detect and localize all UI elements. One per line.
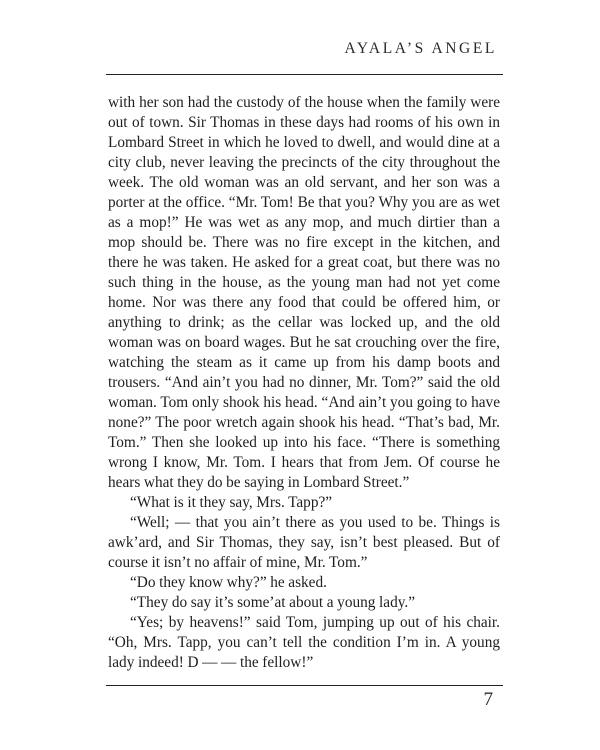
body-text bbox=[108, 93, 500, 673]
body-paragraph: with her son had the custody of the house when the family were out of town. Sir Thomas in these days had rooms of his own in Lombard Street in which he loved to dwell, and would dine at a city club, never leaving the precincts of the city throughout the week. The old woman was an old servant, and her son was a porter at the office. “Mr. Tom! Be that you? Why you are as wet as a mop!” He was wet as any mop, and much dirtier than a mop should be. There was no fire except in the kitchen, and there he was taken. He asked for a great coat, but there was no such thing in the house, as the young man had not yet come home. Nor was there any food that could be offered him, or anything to drink; as the cellar was locked up, and the old woman was on board wages. But he sat crouching over the fire, watching the steam as it came up from his damp boots and trousers. “And ain’t you had no dinner, Mr. Tom?” said the old woman. Tom only shook his head. “And ain’t you going to have none?” The poor wretch again shook his head. “That’s bad, Mr. Tom.” Then she looked up into his face. “There is something wrong I know, Mr. Tom. I hears that from Jem. Of course he hears what they do be saying in Lombard Street.” bbox=[108, 94, 500, 491]
body-paragraph: “Do they know why?” he asked. bbox=[130, 574, 327, 591]
body-paragraph: “Yes; by heavens!” said Tom, jumping up out of his chair. “Oh, Mrs. Tapp, you can’t tell the condition I’m in. A young lady indeed! D — — the fellow!” bbox=[108, 614, 500, 671]
footer-rule bbox=[106, 685, 503, 686]
page-number: 7 bbox=[483, 689, 493, 710]
body-paragraph: “Well; — that you ain’t there as you used to be. Things is awk’ard, and Sir Thomas, they say, isn’t best pleased. But of course it isn’t no affair of mine, Mr. Tom.” bbox=[108, 514, 500, 571]
header-rule bbox=[106, 74, 503, 75]
running-head-title: AYALA’S ANGEL bbox=[344, 40, 497, 57]
body-paragraph: “They do say it’s some’at about a young lady.” bbox=[130, 594, 415, 611]
body-paragraph: “What is it they say, Mrs. Tapp?” bbox=[130, 494, 333, 511]
